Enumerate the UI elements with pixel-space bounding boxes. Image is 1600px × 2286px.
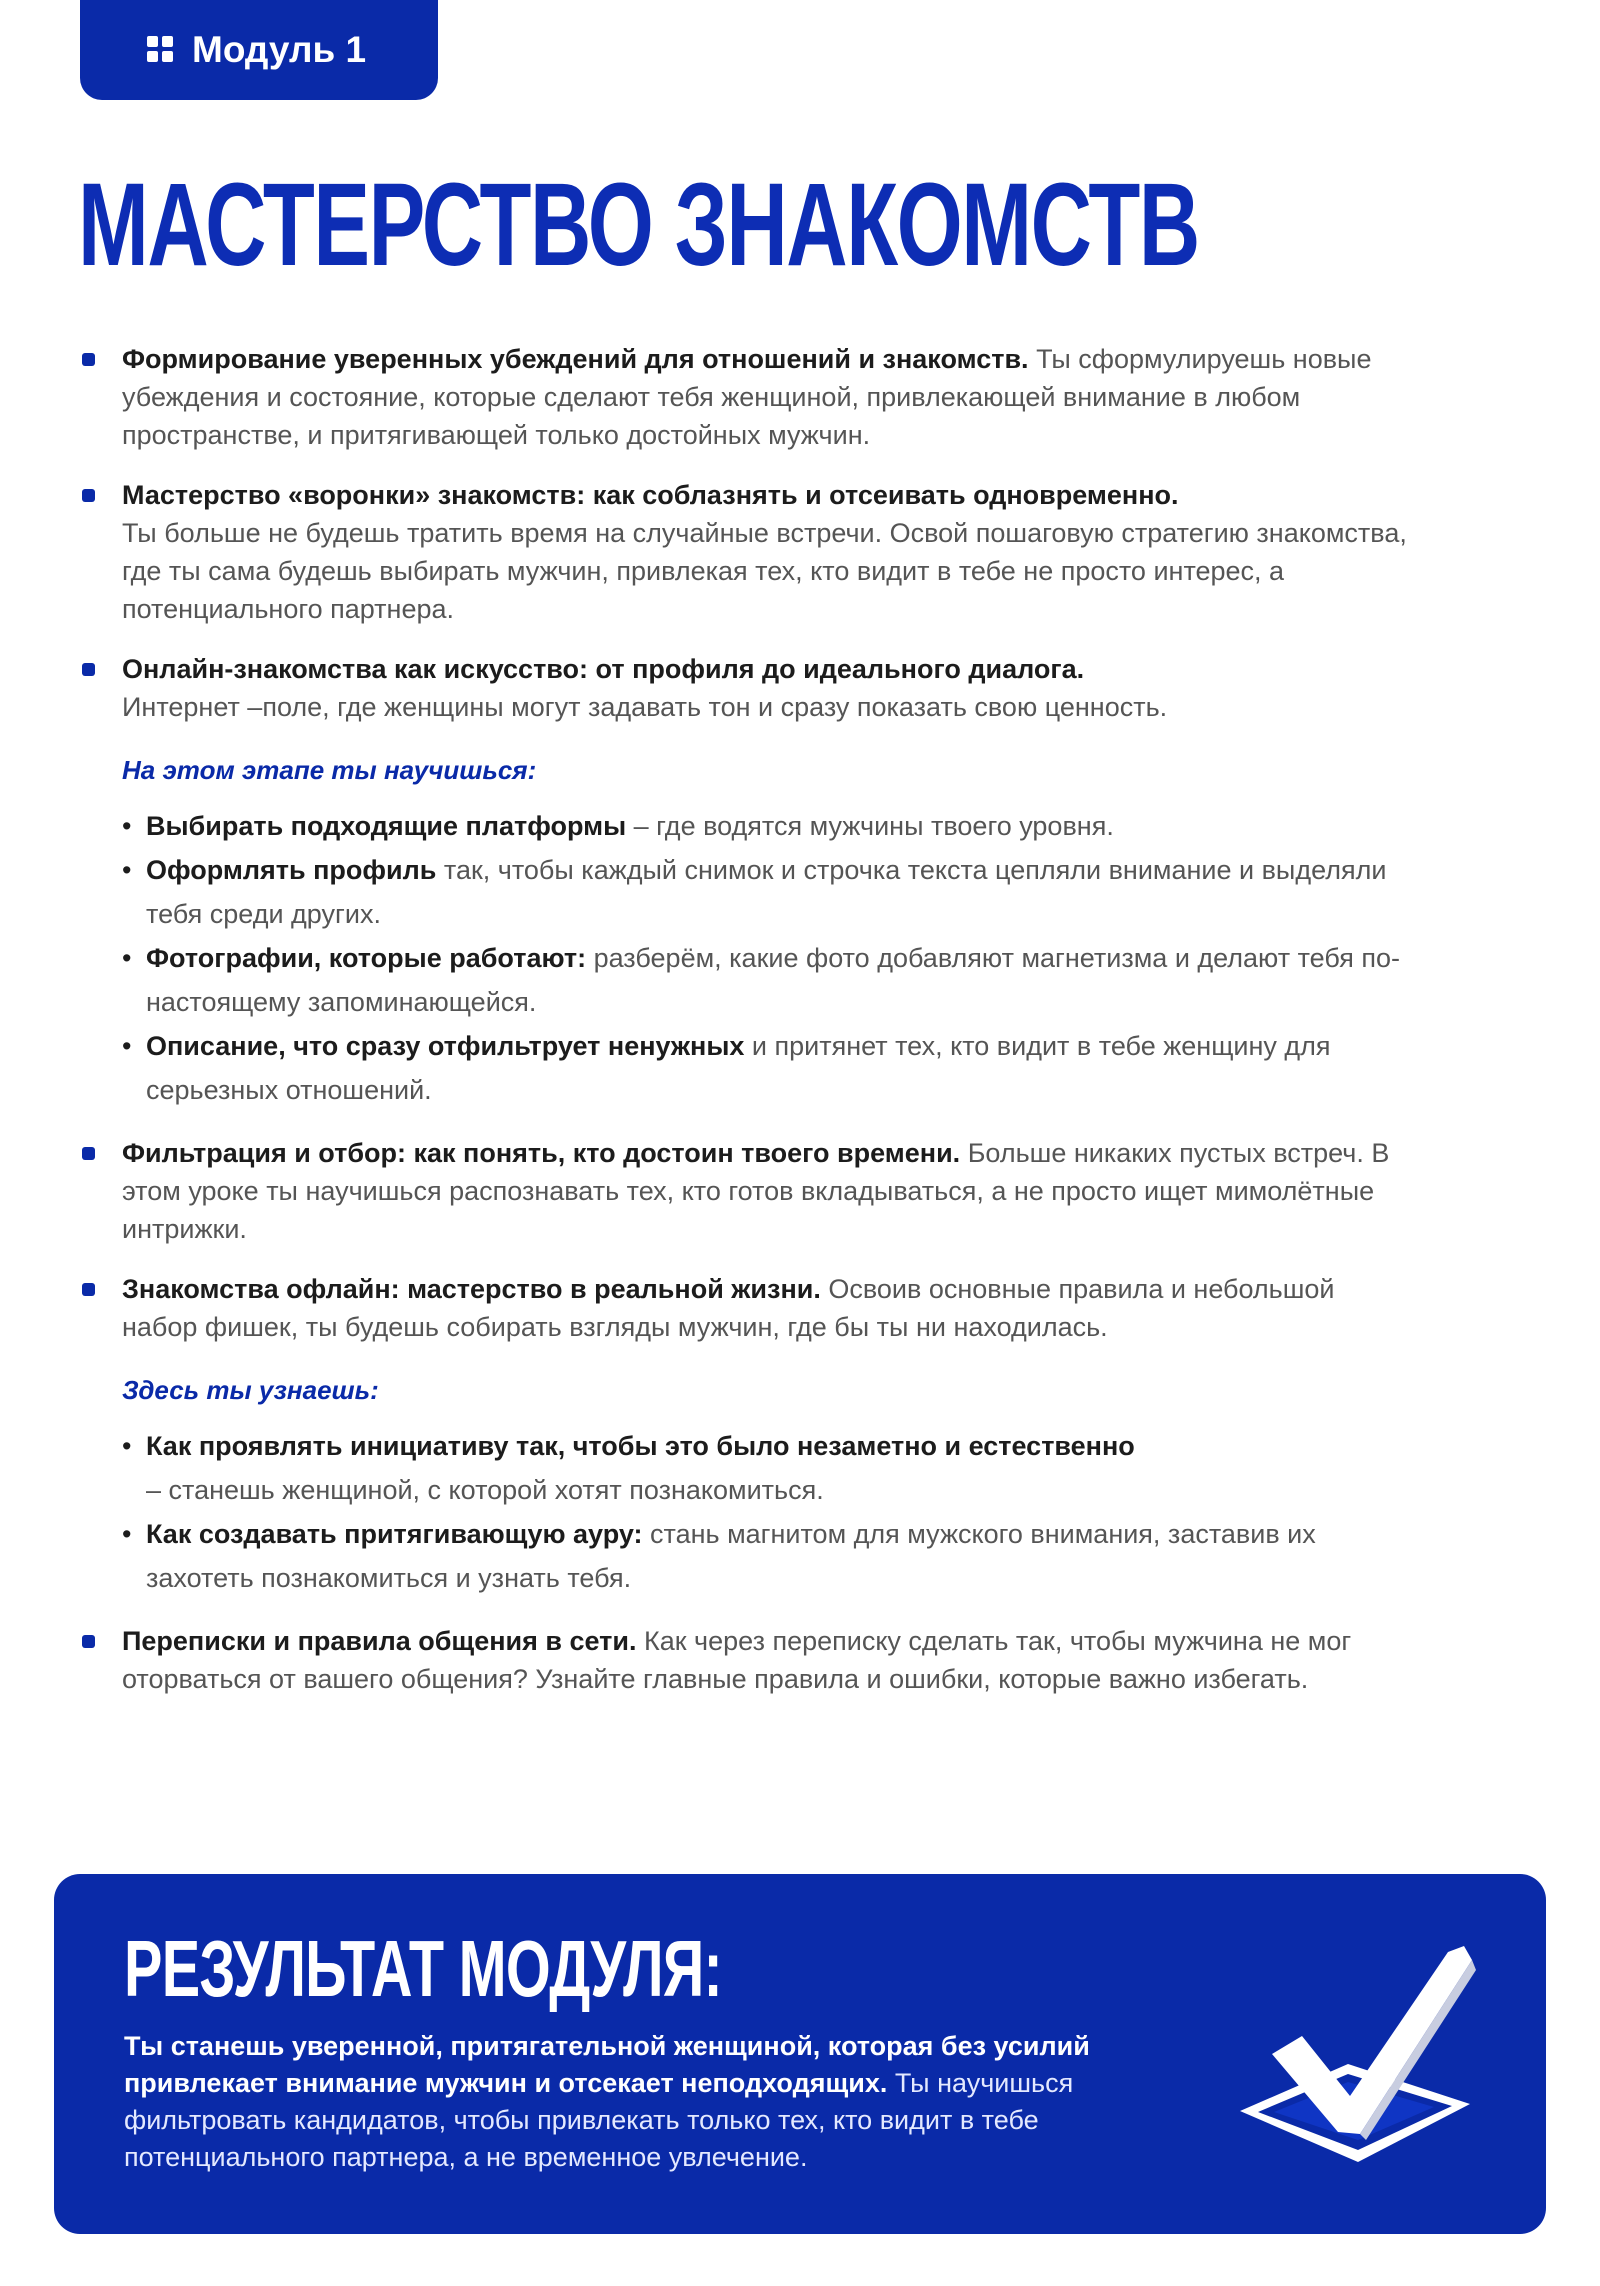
bullet-icon [82, 353, 95, 366]
sub-item-heading: Оформлять профиль [146, 855, 437, 885]
result-title: РЕЗУЛЬТАТ МОДУЛЯ: [124, 1924, 722, 2013]
item-text: Ты больше не будешь тратить время на случайные встречи. Освой пошаговую стратегию знакомства, где ты сама будешь выбирать мужчин, привлекая тех, кто видит в тебе не просто интерес, а потенциального партнера. [122, 518, 1407, 624]
item-heading: Переписки и правила общения в сети. [122, 1626, 637, 1656]
sub-list-item [122, 1024, 1408, 1112]
bullet-icon [82, 1635, 95, 1648]
item-heading: Фильтрация и отбор: как понять, кто достоин твоего времени. [122, 1138, 961, 1168]
grid-icon [147, 36, 173, 62]
sub-list-item [122, 1512, 1408, 1600]
sub-item-heading: Выбирать подходящие платформы [146, 811, 627, 841]
sub-item-text: стань магнитом для мужского внимания, заставив их захотеть познакомиться и узнать тебя. [146, 1519, 1316, 1593]
checkmark-ballot-icon [1220, 1936, 1490, 2186]
bullet-icon [82, 489, 95, 502]
item-heading: Формирование уверенных убеждений для отношений и знакомств. [122, 344, 1029, 374]
sub-list-item [122, 804, 1408, 848]
list-item [78, 1270, 1408, 1346]
sub-item-text: разберём, какие фото добавляют магнетизма и делают тебя по-настоящему запоминающейся. [146, 943, 1400, 1017]
page-title: МАСТЕРСТВО ЗНАКОМСТВ [78, 159, 1199, 291]
sub-list-item [122, 848, 1408, 936]
item-text: Освоив основные правила и небольшой набор фишек, ты будешь собирать взгляды мужчин, где бы ты ни находилась. [122, 1274, 1335, 1342]
item-text: Как через переписку сделать так, чтобы мужчина не мог оторваться от вашего общения? Узнайте главные правила и ошибки, которые важно избегать. [122, 1626, 1352, 1694]
sub-list-item [122, 936, 1408, 1024]
bullet-icon [82, 1147, 95, 1160]
sub-item-heading: Описание, что сразу отфильтрует ненужных [146, 1031, 745, 1061]
online-sublist [78, 804, 1408, 1112]
sub-item-text: – станешь женщиной, с которой хотят познакомиться. [146, 1475, 824, 1505]
result-description: Ты научишься фильтровать кандидатов, чтобы привлекать только тех, кто видит в тебе потенциального партнера, а не временное увлечение. [124, 2068, 1074, 2172]
item-heading: Онлайн-знакомства как искусство: от профиля до идеального диалога. [122, 654, 1085, 684]
item-heading: Знакомства офлайн: мастерство в реальной жизни. [122, 1274, 821, 1304]
item-text: Интернет –поле, где женщины могут задавать тон и сразу показать свою ценность. [122, 692, 1168, 722]
list-item [78, 340, 1408, 454]
offline-sublist [78, 1424, 1408, 1600]
list-item [78, 1134, 1408, 1248]
module-label: Модуль 1 [192, 29, 367, 70]
result-highlight: Ты станешь уверенной, притягательной женщиной, которая без усилий привлекает внимание мужчин и отсекает неподходящих. [124, 2031, 1090, 2098]
bullet-icon [82, 1283, 95, 1296]
result-panel [54, 1874, 1546, 2234]
module-content [78, 340, 1408, 1698]
list-item [78, 650, 1408, 726]
sub-item-text: – где водятся мужчины твоего уровня. [626, 811, 1114, 841]
sub-item-text: так, чтобы каждый снимок и строчка текста цепляли внимание и выделяли тебя среди других. [146, 855, 1387, 929]
sub-item-text: и притянет тех, кто видит в тебе женщину для серьезных отношений. [146, 1031, 1331, 1105]
list-item [78, 476, 1408, 628]
item-heading: Мастерство «воронки» знакомств: как соблазнять и отсеивать одновременно. [122, 480, 1179, 510]
sub-item-heading: Фотографии, которые работают: [146, 943, 587, 973]
sub-list-item [122, 1424, 1408, 1512]
list-item [78, 1622, 1408, 1698]
module-tab [80, 0, 438, 100]
bullet-icon [82, 663, 95, 676]
item-text: Ты сформулируешь новые убеждения и состояние, которые сделают тебя женщиной, привлекающей внимание в любом пространстве, и притягивающей только достойных мужчин. [122, 344, 1372, 450]
sub-item-heading: Как проявлять инициативу так, чтобы это было незаметно и естественно [146, 1431, 1135, 1461]
online-subheading: На этом этапе ты научишься: [122, 755, 537, 785]
item-text: Больше никаких пустых встреч. В этом уроке ты научишься распознавать тех, кто готов вкладываться, а не просто ищет мимолётные интрижки. [122, 1138, 1390, 1244]
offline-subheading: Здесь ты узнаешь: [122, 1375, 379, 1405]
sub-item-heading: Как создавать притягивающую ауру: [146, 1519, 643, 1549]
result-text [124, 2028, 1194, 2176]
